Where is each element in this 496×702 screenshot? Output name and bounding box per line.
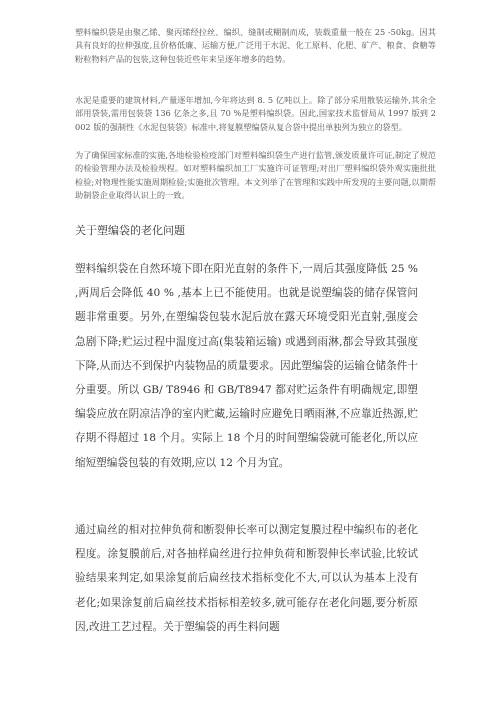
intro-paragraph-3: 为了确保国家标准的实施,各地检验检疫部门对塑料编织袋生产进行监管,颁发质量许可证,制定了规范的检验管理办法及检验规程。如对塑料编织加工厂实施许可证管理;对出厂塑料编织袋外观实施批批检验;对物理性能实施周期检验;实施批次管理。本文列举了在管理和实践中所发现的主要问题,以期帮助制袋企业取得认识上的一致。 xyxy=(75,150,436,201)
body-paragraph-aging: 塑料编织袋在自然环境下即在阳光直射的条件下,一周后其强度降低 25 % ,两周后会降低 40 % ,基本上已不能使用。也就是说塑编袋的储存保管问题非常重要。另外,在塑编袋包装水泥后放在露天环境受阳光直射,强度会急剧下降;贮运过程中温度过高(集装箱运输) 或遇到雨淋,都会导致其强度下降,从而达不到保护内装物品的质量要求。因此塑编袋的运输仓储条件十分重要。所以 GB/ T8946 和 GB/T8947 都对贮运条件有明确规定,即塑编袋应放在阴凉洁净的室内贮藏,运输时应避免日晒雨淋,不应靠近热源,贮存期不得超过 18 个月。实际上 18 个月的时间塑编袋就可能老化,所以应缩短塑编袋包装的有效期,应以 12 个月为宜。 xyxy=(75,263,418,469)
body-paragraph-testing: 通过扁丝的相对拉伸负荷和断裂伸长率可以测定复膜过程中编织布的老化程度。涂复膜前后,对各抽样扁丝进行拉伸负荷和断裂伸长率试验,比较试验结果来判定,如果涂复前后扁丝技术指标变化不大,可以认为基本上没有老化;如果涂复前后扁丝技术指标相差较多,就可能存在老化问题,要分析原因,改进工艺过程。关于塑编袋的再生料问题 xyxy=(75,524,418,633)
intro-paragraph-2: 水泥是重要的建筑材料,产量逐年增加,今年将达到 8. 5 亿吨以上。除了部分采用散装运输外,其余全部用袋装,需用包装袋 136 亿条之多,且 70 %是塑料编织袋。因此,国家技术监督局从 1997 版到 2002 版的强制性《水泥包装袋》标准中,将复膜塑编袋从复合袋中提出单独列为独立的袋型。 xyxy=(75,95,436,132)
intro-paragraph-1: 塑料编织袋是由聚乙烯、聚丙烯经拉丝、编织、缝制或糊制而成，装载重量一般在 25 -50kg。因其具有良好的拉伸强度,且价格低廉、运输方便,广泛用于水泥、化工原料、化肥、矿产、粮食、食糖等粉粒物料产品的包装,这种包装近些年来呈逐年增多的趋势。 xyxy=(75,27,436,64)
section-heading: 关于塑编袋的老化问题 xyxy=(75,224,185,237)
